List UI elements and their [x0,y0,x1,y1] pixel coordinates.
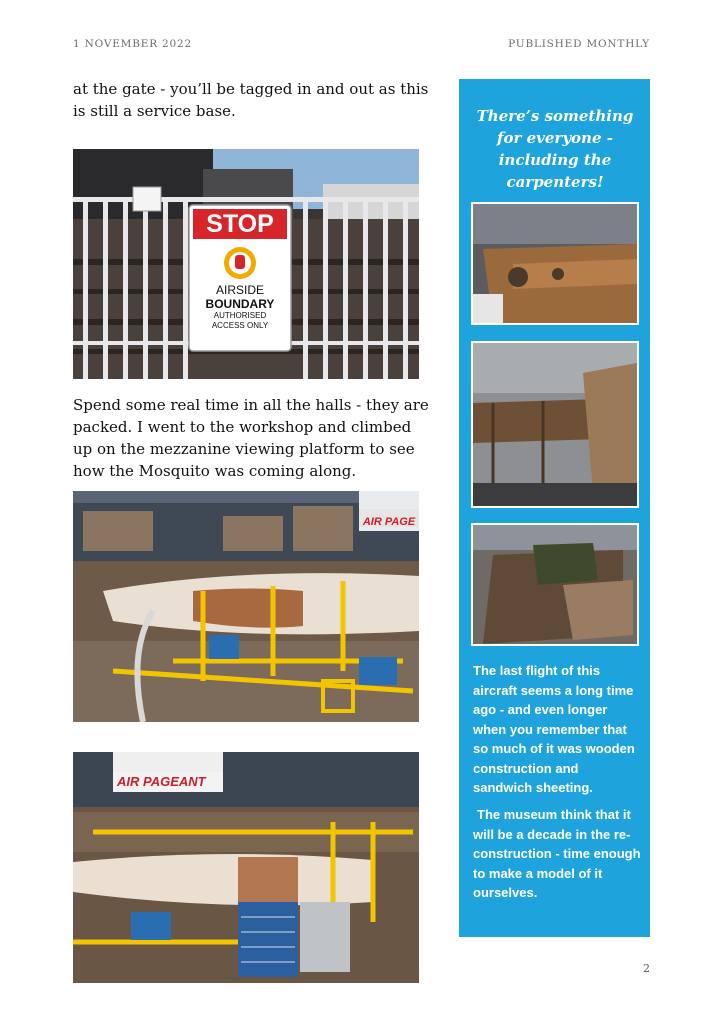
page-number: 2 [643,962,650,975]
banner-air-page: AIR PAGE [362,516,416,528]
sidebar-photo-frame [471,341,639,508]
sidebar-photo-sheeting [471,523,639,646]
photo-workshop-fuselage [73,752,419,983]
sign-line-authorised: AUTHORISED [213,311,267,320]
stop-sign-caption [189,283,291,331]
sidebar-paragraph-museum: The museum think that it will be a decade in the re-construction - time enough to make a model of it ourselves. [473,807,641,900]
sign-line-access: ACCESS ONLY [211,321,269,330]
sidebar-photo-timber [471,202,639,325]
sidebar-paragraph-last-flight: The last flight of this aircraft seems a long time ago - and even longer when you remember that so much of it was wooden construction and sandwich sheeting. [473,663,635,795]
stop-sign-text: STOP [206,210,274,238]
sign-line-boundary: BOUNDARY [205,297,275,311]
sidebar-panel [459,79,650,937]
sign-line-airside: AIRSIDE [215,283,264,297]
photo-workshop-mosquito [73,491,419,722]
photo-stop-sign [73,149,419,379]
publication-frequency: PUBLISHED MONTHLY [508,38,650,50]
issue-date: 1 NOVEMBER 2022 [73,38,192,50]
paragraph-workshop: Spend some real time in all the halls - they are packed. I went to the workshop and climbed up on the mezzanine viewing platform to see how the Mosquito was coming along. [73,396,429,480]
sidebar-heading: There’s something for everyone - including the carpenters! [476,107,634,191]
paragraph-intro: at the gate - you’ll be tagged in and out as this is still a service base. [73,80,429,120]
banner-air-pageant: AIR PAGEANT [117,774,206,789]
